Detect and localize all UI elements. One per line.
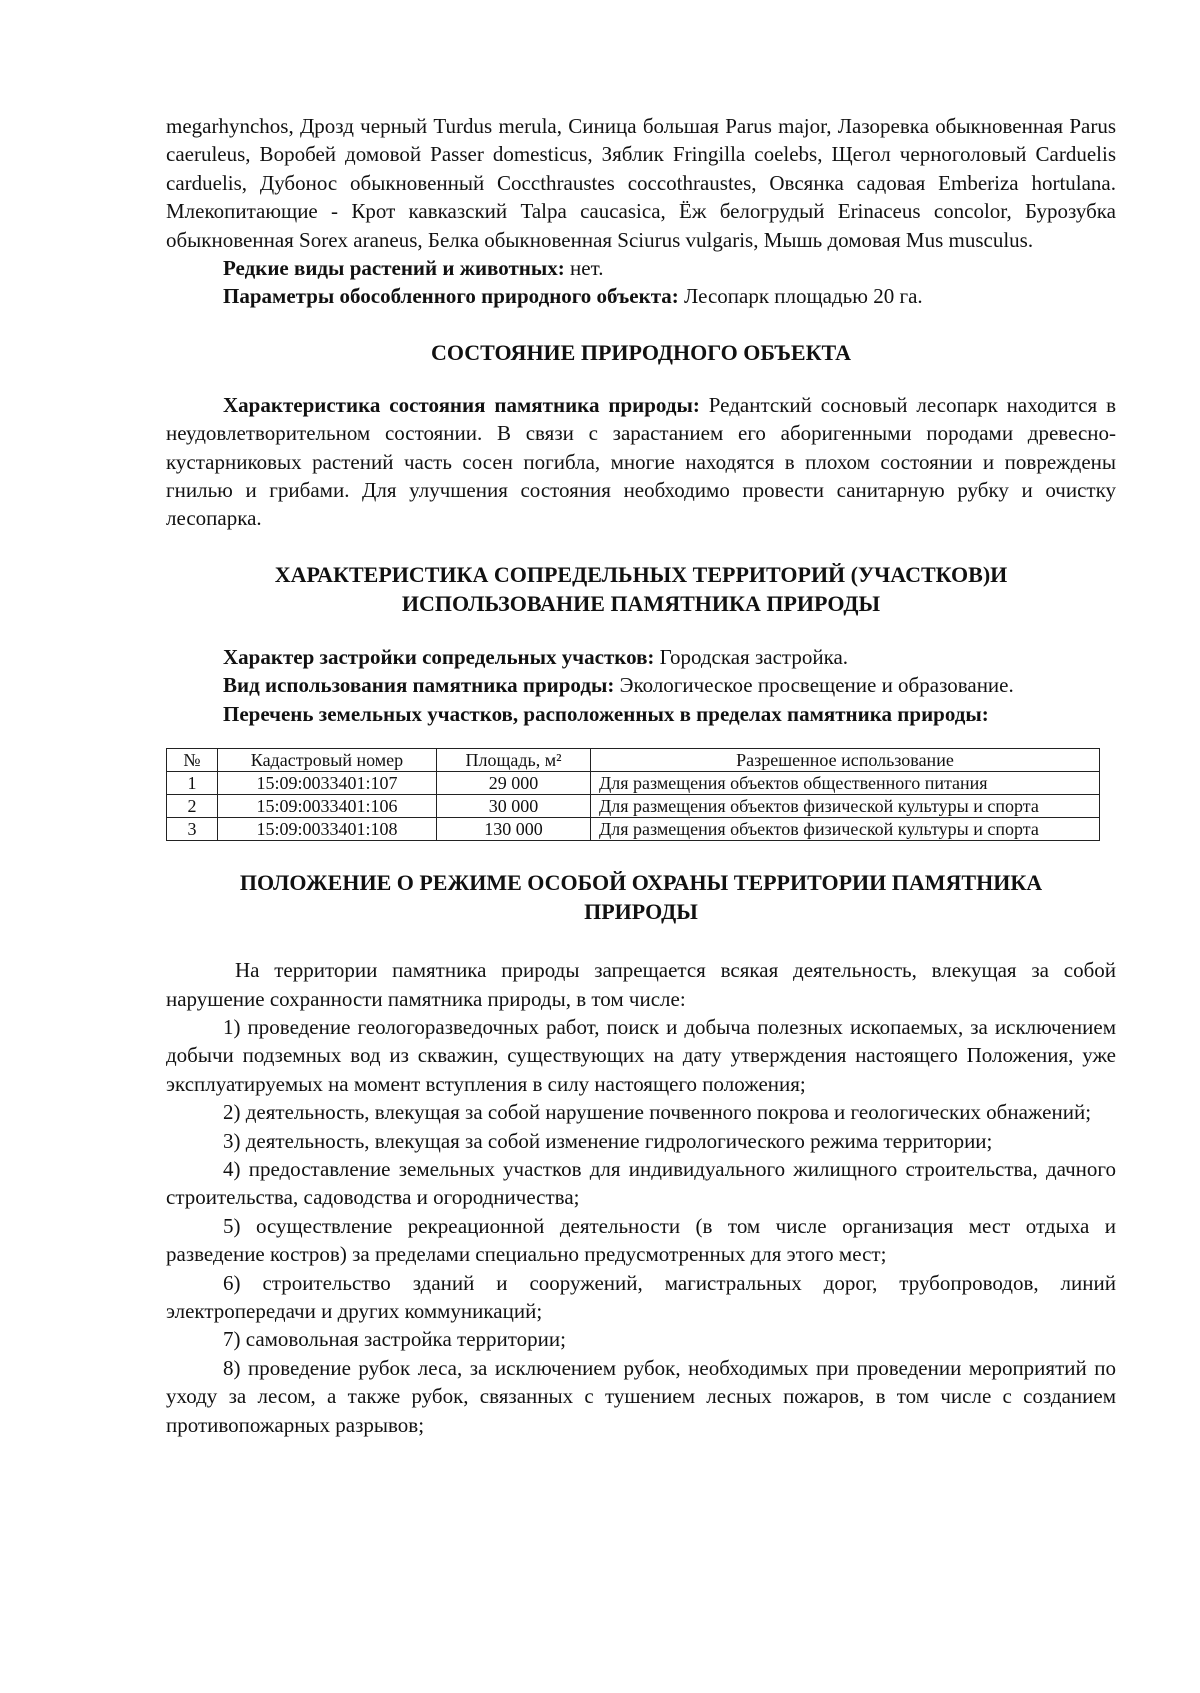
list-item: 2) деятельность, влекущая за собой нарушение почвенного покрова и геологических обнажений; xyxy=(223,1100,1092,1125)
section-title-state: СОСТОЯНИЕ ПРИРОДНОГО ОБЪЕКТА xyxy=(431,339,851,365)
rare-species-value: нет. xyxy=(564,256,604,281)
section-title-adjacent xyxy=(166,560,1116,618)
section-title-protection-line2: ПРИРОДЫ xyxy=(584,899,698,925)
cell-cadastral: 15:09:0033401:106 xyxy=(218,795,437,818)
state-value: Редантский сосновый лесопарк находится в неудовлетворительном состоянии. В связи с зарастанием его аборигенными породами древесно-кустарниковых растений часть сосен погибла, многие находятся в плохом состоянии и повреждены гнилью и грибами. Для улучшения состояния необходимо провести санитарную рубку и очистку лесопарка. xyxy=(166,392,1116,531)
list-item: 6) строительство зданий и сооружений, магистральных дорог, трубопроводов, линий электропередачи и других коммуникаций; xyxy=(166,1270,1116,1323)
state-paragraph xyxy=(166,391,1116,533)
cell-usage: Для размещения объектов физической культуры и спорта xyxy=(591,795,1100,818)
intro-paragraph: megarhynchos, Дрозд черный Turdus merula, Синица большая Parus major, Лазоревка обыкновенная Parus caeruleus, Воробей домовой Passer domesticus, Зяблик Fringilla coelebs, Щегол черноголовый Carduelis carduelis, Дубонос обыкновенный Coccthraustes coccothraustes, Овсянка садовая Emberiza hortulana. Млекопитающие - Крот кавказский Talpa caucasica, Ёж белогрудый Erinaceus concolor, Бурозубка обыкновенная Sorex araneus, Белка обыкновенная Sciurus vulgaris, Мышь домовая Mus musculus. xyxy=(166,114,1116,252)
section-title-adjacent-line2: ИСПОЛЬЗОВАНИЕ ПАМЯТНИКА ПРИРОДЫ xyxy=(401,590,881,616)
list-item: 4) предоставление земельных участков для индивидуального жилищного строительства, дачного строительства, садоводства и огородничества; xyxy=(166,1156,1116,1210)
object-params-label: Параметры обособленного природного объекта: xyxy=(223,284,679,309)
cell-area: 130 000 xyxy=(437,818,591,841)
cell-number: 1 xyxy=(167,772,218,795)
cell-number: 2 xyxy=(167,795,218,818)
table-row xyxy=(167,795,1100,818)
state-label: Характеристика состояния памятника природы: xyxy=(223,392,700,417)
cell-number: 3 xyxy=(167,818,218,841)
usage-value: Экологическое просвещение и образование. xyxy=(614,673,1014,698)
cell-usage: Для размещения объектов физической культуры и спорта xyxy=(591,818,1100,841)
list-item: 5) осуществление рекреационной деятельности (в том числе организация мест отдыха и разведение костров) за пределами специально предусмотренных для этого мест; xyxy=(166,1213,1116,1267)
table-header-row xyxy=(167,749,1100,772)
object-params-value: Лесопарк площадью 20 га. xyxy=(678,284,923,309)
header-cadastral: Кадастровый номер xyxy=(218,749,437,772)
header-area: Площадь, м² xyxy=(437,749,591,772)
plots-list-label: Перечень земельных участков, расположенных в пределах памятника природы: xyxy=(223,701,989,726)
header-number: № xyxy=(167,749,218,772)
protection-intro: На территории памятника природы запрещается всякая деятельность, влекущая за собой нарушение сохранности памятника природы, в том числе: xyxy=(166,958,1116,1011)
usage-label: Вид использования памятника природы: xyxy=(223,673,615,698)
building-label: Характер застройки сопредельных участков: xyxy=(223,644,655,669)
land-plots-table xyxy=(166,748,1100,841)
cell-area: 29 000 xyxy=(437,772,591,795)
cell-cadastral: 15:09:0033401:107 xyxy=(218,772,437,795)
section-title-protection xyxy=(166,868,1116,926)
object-params-line xyxy=(166,282,1116,310)
table-row xyxy=(167,772,1100,795)
cell-area: 30 000 xyxy=(437,795,591,818)
section-title-adjacent-line1: ХАРАКТЕРИСТИКА СОПРЕДЕЛЬНЫХ ТЕРРИТОРИЙ (УЧАСТКОВ)И xyxy=(274,561,1008,587)
cell-cadastral: 15:09:0033401:108 xyxy=(218,818,437,841)
building-value: Городская застройка. xyxy=(654,644,849,669)
list-item: 3) деятельность, влекущая за собой изменение гидрологического режима территории; xyxy=(223,1128,993,1153)
building-line xyxy=(166,643,1116,671)
usage-line xyxy=(166,671,1116,699)
header-usage: Разрешенное использование xyxy=(591,749,1100,772)
rare-species-line xyxy=(166,254,1116,282)
list-item: 1) проведение геологоразведочных работ, поиск и добыча полезных ископаемых, за исключением добычи подземных вод из скважин, существующих на дату утверждения настоящего Положения, уже эксплуатируемых на момент вступления в силу настоящего положения; xyxy=(166,1014,1116,1096)
cell-usage: Для размещения объектов общественного питания xyxy=(591,772,1100,795)
rare-species-label: Редкие виды растений и животных: xyxy=(223,256,565,281)
list-item: 8) проведение рубок леса, за исключением рубок, необходимых при проведении мероприятий по уходу за лесом, а также рубок, связанных с тушением лесных пожаров, в том числе с созданием противопожарных разрывов; xyxy=(166,1355,1116,1437)
list-item: 7) самовольная застройка территории; xyxy=(223,1327,566,1352)
table-row xyxy=(167,818,1100,841)
section-title-protection-line1: ПОЛОЖЕНИЕ О РЕЖИМЕ ОСОБОЙ ОХРАНЫ ТЕРРИТОРИИ ПАМЯТНИКА xyxy=(239,870,1043,896)
